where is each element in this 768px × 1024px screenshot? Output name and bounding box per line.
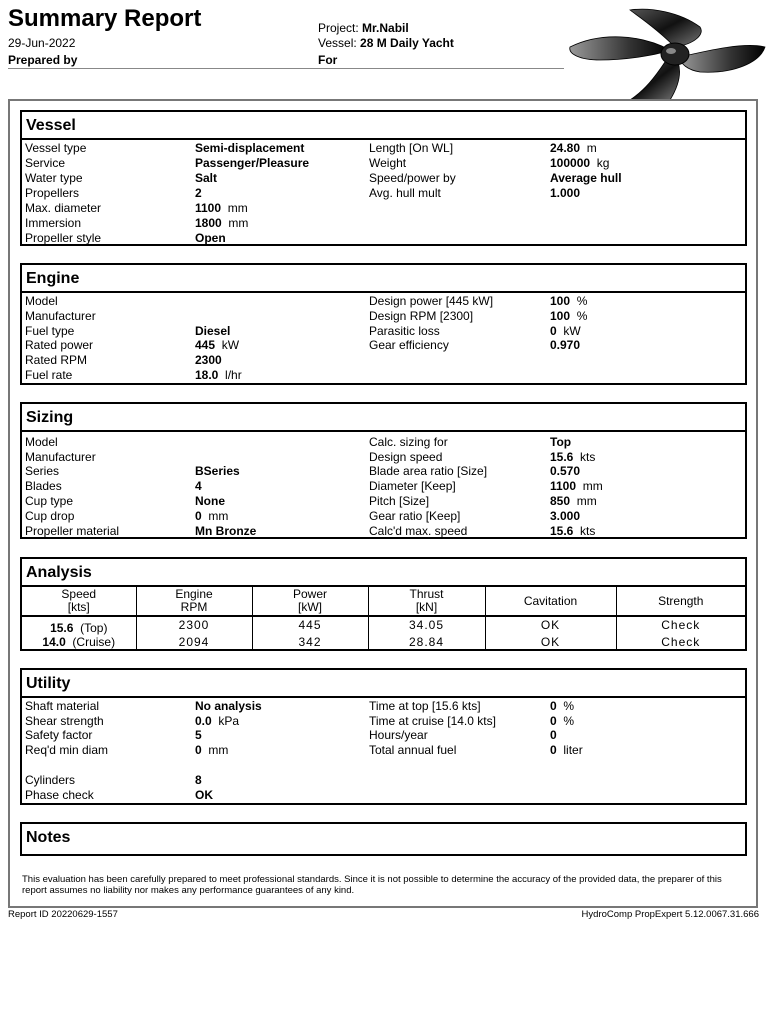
value-unit: mm <box>582 479 603 493</box>
field-label: Time at cruise [14.0 kts] <box>369 714 496 728</box>
field-label: Speed/power by <box>369 171 456 185</box>
field-value <box>550 494 597 508</box>
vessel-section <box>20 110 747 246</box>
value-number: 4 <box>195 479 202 493</box>
analysis-table <box>22 587 745 651</box>
field-value <box>195 743 228 757</box>
rpm-cell: 2094 <box>136 634 252 651</box>
value-number: 2300 <box>195 353 222 367</box>
header-engine-rpm: Engine RPM <box>136 587 252 616</box>
field-value <box>550 338 580 352</box>
field-label: Cylinders <box>25 773 76 787</box>
sizing-section <box>20 402 747 539</box>
strength-cell: Check <box>661 635 701 649</box>
field-value <box>195 368 242 382</box>
field-value <box>550 464 580 478</box>
field-label: Service <box>25 156 66 170</box>
power-cell: 342 <box>252 634 368 651</box>
prepared-by-label: Prepared by <box>8 53 78 67</box>
field-label: Propellers <box>25 186 80 200</box>
field-value <box>550 714 574 728</box>
value-unit: kPa <box>218 714 240 728</box>
field-label: Immersion <box>25 216 82 230</box>
field-label: Cup type <box>25 494 74 508</box>
rpm-cell: 2300 <box>136 616 252 634</box>
report-title: Summary Report <box>8 5 202 32</box>
vessel-value: 28 M Daily Yacht <box>360 36 454 50</box>
notes-section <box>20 822 747 856</box>
field-value <box>550 141 597 155</box>
value-unit: kts <box>580 450 596 464</box>
value-number: 0 <box>195 509 202 523</box>
value-number: 18.0 <box>195 368 219 382</box>
value-number: Salt <box>195 171 218 185</box>
value-unit: kts <box>580 524 596 538</box>
value-unit: mm <box>227 201 248 215</box>
field-value <box>195 464 240 478</box>
field-label: Calc. sizing for <box>369 435 448 449</box>
field-label: Propeller style <box>25 231 102 245</box>
field-value <box>195 714 239 728</box>
thrust-cell: 34.05 <box>368 616 485 634</box>
table-row <box>22 616 745 634</box>
field-value <box>195 216 248 230</box>
field-label: Time at top [15.6 kts] <box>369 699 481 713</box>
field-value <box>550 479 603 493</box>
field-value <box>195 728 202 742</box>
value-unit: mm <box>208 509 229 523</box>
field-value <box>195 353 222 367</box>
field-value <box>550 728 557 742</box>
field-value <box>195 494 225 508</box>
value-number: 0.970 <box>550 338 581 352</box>
field-label: Pitch [Size] <box>369 494 430 508</box>
value-unit: m <box>586 141 597 155</box>
value-unit: mm <box>208 743 229 757</box>
header-speed: Speed [kts] <box>22 587 136 616</box>
field-label: Model <box>25 294 58 308</box>
thrust-cell: 28.84 <box>368 634 485 651</box>
strength-cell: Check <box>661 618 701 632</box>
field-label: Shaft material <box>25 699 100 713</box>
value-number: 24.80 <box>550 141 581 155</box>
section-title: Engine <box>22 265 745 293</box>
field-value <box>550 324 581 338</box>
value-number: 8 <box>195 773 202 787</box>
field-label: Diameter [Keep] <box>369 479 456 493</box>
field-label: Hours/year <box>369 728 428 742</box>
value-number: 850 <box>550 494 571 508</box>
field-value <box>195 231 226 245</box>
field-value <box>550 524 595 538</box>
field-label: Calc'd max. speed <box>369 524 468 538</box>
software-version: HydroComp PropExpert 5.12.0067.31.666 <box>581 909 759 920</box>
field-value <box>195 479 202 493</box>
project-label: Project: <box>318 21 359 35</box>
field-label: Vessel type <box>25 141 87 155</box>
disclaimer-text: This evaluation has been carefully prepared to meet professional standards. Since it is not possible to determine the accuracy of the provided data, the preparer of this report assumes no liability nor makes any performance guarantees of any kind. <box>22 874 722 896</box>
value-number: 0.570 <box>550 464 581 478</box>
field-value <box>195 773 202 787</box>
value-number: 3.000 <box>550 509 581 523</box>
section-title: Vessel <box>22 112 745 140</box>
field-value <box>550 309 587 323</box>
field-label: Fuel rate <box>25 368 73 382</box>
field-value <box>195 699 262 713</box>
value-unit: % <box>576 294 588 308</box>
value-number: 0 <box>550 324 557 338</box>
value-number: Open <box>195 231 226 245</box>
field-value <box>195 156 309 170</box>
value-unit: kg <box>596 156 610 170</box>
value-number: Diesel <box>195 324 231 338</box>
vessel-label: Vessel: <box>318 36 357 50</box>
field-value <box>550 294 587 308</box>
field-label: Fuel type <box>25 324 75 338</box>
field-value <box>195 509 228 523</box>
value-unit: liter <box>563 743 583 757</box>
field-label: Blade area ratio [Size] <box>369 464 488 478</box>
header-power: Power [kW] <box>252 587 368 616</box>
field-value <box>550 699 574 713</box>
value-number: Passenger/Pleasure <box>195 156 310 170</box>
value-number: Average hull <box>550 171 622 185</box>
for-label: For <box>318 53 338 67</box>
field-value <box>195 788 213 802</box>
section-title: Analysis <box>22 559 745 587</box>
value-unit: mm <box>576 494 597 508</box>
header-strength: Strength <box>616 587 745 616</box>
section-title: Sizing <box>22 404 745 432</box>
field-label: Manufacturer <box>25 450 96 464</box>
field-label: Total annual fuel <box>369 743 457 757</box>
utility-section <box>20 668 747 805</box>
field-label: Rated power <box>25 338 94 352</box>
value-number: OK <box>195 788 213 802</box>
field-value <box>195 141 304 155</box>
value-unit: % <box>563 714 575 728</box>
field-label: Phase check <box>25 788 94 802</box>
value-unit: l/hr <box>225 368 242 382</box>
value-number: 0 <box>550 699 557 713</box>
header-divider <box>8 68 564 69</box>
header-cavitation: Cavitation <box>485 587 616 616</box>
value-number: 5 <box>195 728 202 742</box>
field-label: Weight <box>369 156 407 170</box>
value-unit: kW <box>221 338 240 352</box>
field-value <box>195 338 239 352</box>
field-value <box>550 186 580 200</box>
propeller-icon <box>560 2 768 100</box>
value-number: None <box>195 494 225 508</box>
field-value <box>550 450 595 464</box>
value-number: 0.0 <box>195 714 212 728</box>
value-number: 0 <box>550 728 557 742</box>
speed-cell: 15.6 (Top) 14.0 (Cruise) <box>22 616 136 651</box>
section-title: Notes <box>26 829 71 846</box>
engine-section <box>20 263 747 385</box>
field-label: Design RPM [2300] <box>369 309 474 323</box>
value-number: 0 <box>195 743 202 757</box>
cavitation-cell: OK <box>485 616 616 634</box>
field-label: Blades <box>25 479 62 493</box>
value-number: No analysis <box>195 699 262 713</box>
field-label: Cup drop <box>25 509 75 523</box>
project-line <box>318 21 409 35</box>
field-label: Propeller material <box>25 524 120 538</box>
field-label: Avg. hull mult <box>369 186 441 200</box>
value-number: 1100 <box>195 201 222 215</box>
value-number: 0 <box>550 714 557 728</box>
value-number: Semi-displacement <box>195 141 305 155</box>
value-number: 100000 <box>550 156 591 170</box>
field-value <box>550 435 571 449</box>
vessel-line <box>318 36 454 50</box>
value-number: Mn Bronze <box>195 524 257 538</box>
field-label: Rated RPM <box>25 353 88 367</box>
field-value <box>195 324 230 338</box>
field-value <box>195 171 217 185</box>
field-value <box>550 509 580 523</box>
field-label: Design power [445 kW] <box>369 294 494 308</box>
report-date: 29-Jun-2022 <box>8 36 76 50</box>
project-value: Mr.Nabil <box>362 21 409 35</box>
value-number: 100 <box>550 309 571 323</box>
value-number: 15.6 <box>550 524 574 538</box>
field-label: Req'd min diam <box>25 743 108 757</box>
field-value <box>195 524 256 538</box>
field-label: Water type <box>25 171 83 185</box>
section-title: Utility <box>22 670 745 698</box>
field-label: Gear ratio [Keep] <box>369 509 461 523</box>
value-number: BSeries <box>195 464 240 478</box>
value-number: 445 <box>195 338 216 352</box>
field-value <box>550 156 609 170</box>
field-value <box>550 743 583 757</box>
field-label: Manufacturer <box>25 309 96 323</box>
field-value <box>195 186 202 200</box>
field-label: Design speed <box>369 450 443 464</box>
value-number: 1800 <box>195 216 222 230</box>
power-cell: 445 <box>252 616 368 634</box>
value-number: 15.6 <box>550 450 574 464</box>
field-label: Model <box>25 435 58 449</box>
field-value <box>550 171 622 185</box>
value-number: 2 <box>195 186 202 200</box>
field-label: Parasitic loss <box>369 324 440 338</box>
cavitation-cell: OK <box>485 634 616 651</box>
value-unit: % <box>576 309 588 323</box>
field-label: Series <box>25 464 60 478</box>
value-unit: mm <box>228 216 249 230</box>
field-label: Max. diameter <box>25 201 102 215</box>
value-number: 100 <box>550 294 571 308</box>
field-value <box>195 201 248 215</box>
value-number: 0 <box>550 743 557 757</box>
field-label: Shear strength <box>25 714 104 728</box>
value-unit: % <box>563 699 575 713</box>
value-unit: kW <box>563 324 581 338</box>
value-number: 1.000 <box>550 186 581 200</box>
field-label: Length [On WL] <box>369 141 454 155</box>
analysis-section <box>20 557 747 651</box>
report-id: Report ID 20220629-1557 <box>8 909 118 920</box>
field-label: Safety factor <box>25 728 93 742</box>
field-label: Gear efficiency <box>369 338 449 352</box>
header-thrust: Thrust [kN] <box>368 587 485 616</box>
value-number: 1100 <box>550 479 577 493</box>
value-number: Top <box>550 435 572 449</box>
